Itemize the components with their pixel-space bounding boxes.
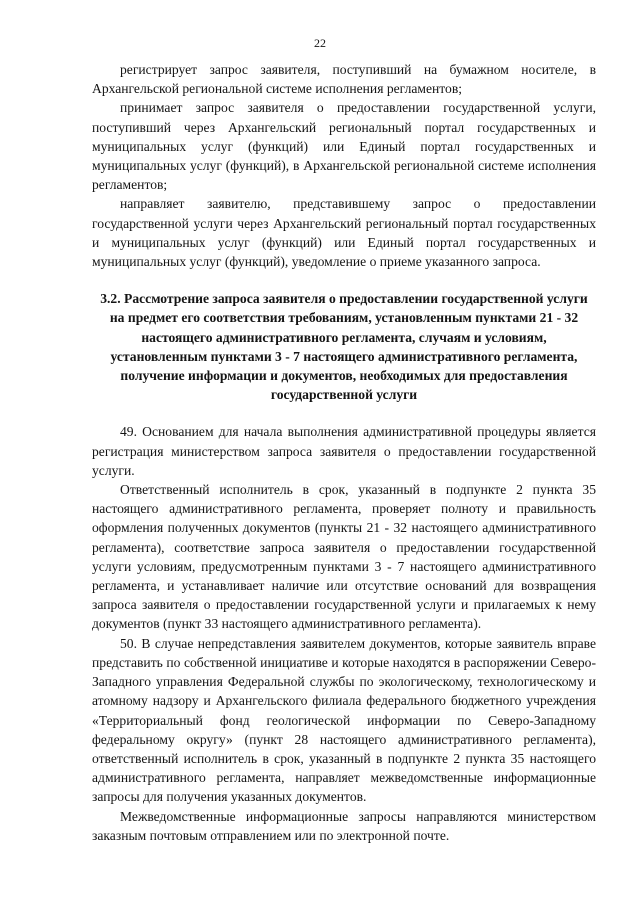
paragraph-registers-request: регистрирует запрос заявителя, поступивший на бумажном носителе, в Архангельской региональной системе исполнения регламентов; — [92, 62, 596, 97]
section-heading: 3.2. Рассмотрение запроса заявителя о предоставлении государственной услуги на предмет его соответствия требованиям, установленным пунктами 21 - 32 настоящего административного регламента, случаям и условиям, установленным пунктами 3 - 7 настоящего административного регламента, получение информации и документов, необходимых для предоставления государственной услуги — [100, 291, 588, 403]
document-body — [92, 60, 596, 845]
paragraph-sends-notification: направляет заявителю, представившему запрос о предоставлении государственной услуги через Архангельский региональный портал государственных и муниципальных услуг (функций) или Единый портал государственных и муниципальных услуг (функций), уведомление о приеме указанного запроса. — [92, 196, 596, 270]
paragraph-50: 50. В случае непредставления заявителем документов, которые заявитель вправе представить по собственной инициативе и которые находятся в распоряжении Северо-Западного управления Федеральной службы по экологическому, технологическому и атомному надзору и Архангельского филиала федерального бюджетного учреждения «Территориальный фонд геологической информации по Северо-Западному федеральному округу» (пункт 28 настоящего административного регламента), ответственный исполнитель в срок, указанный в подпункте 2 пункта 35 настоящего административного регламента, направляет межведомственные информационные запросы для получения указанных документов. — [92, 635, 596, 805]
paragraph-interagency-requests: Межведомственные информационные запросы направляются министерством заказным почтовым отправлением или по электронной почте. — [92, 808, 596, 843]
paragraph-responsible-executor: Ответственный исполнитель в срок, указанный в подпункте 2 пункта 35 настоящего административного регламента, проверяет полноту и правильность оформления полученных документов (пункты 21 - 32 настоящего административного регламента), соответствие запроса заявителя о предоставлении государственной услуги условиям, предусмотренным пунктами 3 - 7 настоящего административного регламента, и устанавливает наличие или отсутствие оснований для возвращения запроса заявителя о предоставлении государственной услуги и прилагаемых к нему документов (пункт 33 настоящего административного регламента). — [92, 482, 596, 632]
paragraph-49: 49. Основанием для начала выполнения административной процедуры является регистрация министерством запроса заявителя о предоставлении государственной услуги. — [92, 424, 596, 478]
paragraph-accepts-request: принимает запрос заявителя о предоставлении государственной услуги, поступивший через Архангельский региональный портал государственных и муниципальных услуг (функций) или Единый портал государственных и муниципальных услуг (функций), в Архангельской региональной системе исполнения регламентов; — [92, 100, 596, 193]
page-number: 22 — [314, 36, 326, 50]
